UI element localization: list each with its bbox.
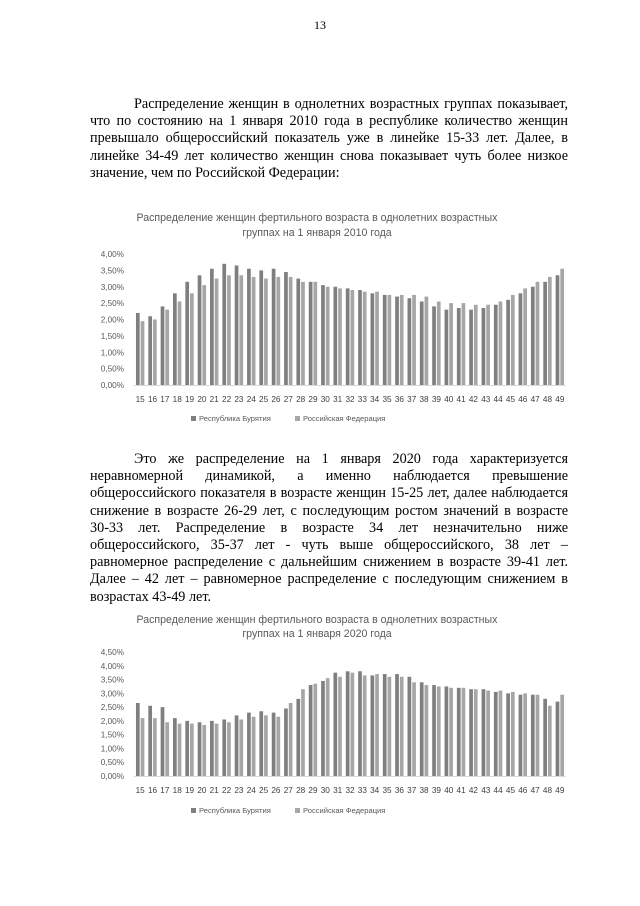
- x-tick-label: 15: [135, 786, 145, 795]
- x-tick-label: 43: [481, 395, 491, 404]
- x-tick-label: 42: [468, 786, 478, 795]
- bar-buryatia: [494, 692, 498, 776]
- x-tick-label: 49: [555, 395, 565, 404]
- bar-russia: [560, 269, 564, 385]
- x-tick-label: 48: [542, 786, 553, 795]
- bar-buryatia: [543, 282, 547, 385]
- y-tick-label: 3,50%: [100, 266, 124, 276]
- bar-russia: [486, 691, 490, 776]
- bar-russia: [499, 691, 503, 776]
- bar-buryatia: [148, 316, 152, 385]
- x-tick-label: 21: [209, 786, 219, 795]
- bar-buryatia: [519, 695, 523, 776]
- bar-russia: [412, 295, 416, 385]
- bar-buryatia: [284, 272, 288, 385]
- x-tick-label: 37: [407, 395, 417, 404]
- x-tick-label: 20: [197, 786, 207, 795]
- bar-buryatia: [259, 711, 263, 776]
- bar-russia: [499, 301, 503, 385]
- bar-buryatia: [383, 674, 387, 776]
- bar-russia: [165, 310, 169, 385]
- y-tick-label: 0,00%: [100, 381, 124, 390]
- bar-buryatia: [395, 297, 399, 385]
- bar-buryatia: [210, 269, 214, 385]
- bar-russia: [215, 279, 219, 385]
- bar-buryatia: [198, 275, 202, 385]
- bar-buryatia: [370, 675, 374, 776]
- x-tick-label: 30: [320, 395, 330, 404]
- bar-buryatia: [247, 713, 251, 776]
- bar-russia: [178, 724, 182, 776]
- y-tick-label: 3,00%: [100, 282, 124, 292]
- x-tick-label: 30: [320, 786, 330, 795]
- bar-buryatia: [556, 702, 560, 776]
- bar-buryatia: [321, 285, 325, 385]
- x-tick-label: 33: [357, 395, 367, 404]
- bar-russia: [239, 720, 243, 776]
- bar-russia: [474, 689, 478, 776]
- bar-buryatia: [370, 293, 374, 385]
- y-tick-label: 1,50%: [100, 331, 124, 341]
- x-tick-label: 39: [431, 786, 441, 795]
- bar-buryatia: [469, 689, 473, 776]
- bar-buryatia: [531, 695, 535, 776]
- x-tick-label: 24: [246, 395, 256, 404]
- chart-title-line-2: группах на 1 января 2010 года: [242, 227, 392, 239]
- y-tick-label: 0,50%: [100, 758, 124, 768]
- y-tick-label: 3,00%: [100, 689, 124, 699]
- bar-russia: [363, 675, 367, 776]
- bar-buryatia: [185, 282, 189, 385]
- x-tick-label: 31: [333, 395, 343, 404]
- bar-russia: [227, 722, 231, 776]
- x-tick-label: 41: [456, 786, 466, 795]
- bar-buryatia: [136, 703, 140, 776]
- bar-buryatia: [383, 295, 387, 385]
- x-tick-label: 26: [271, 395, 281, 404]
- bar-russia: [486, 305, 490, 385]
- x-tick-label: 27: [283, 395, 293, 404]
- bar-buryatia: [309, 685, 313, 776]
- y-tick-label: 1,00%: [100, 348, 124, 358]
- x-tick-label: 22: [222, 395, 232, 404]
- bar-buryatia: [358, 290, 362, 385]
- bar-buryatia: [272, 269, 276, 385]
- bar-russia: [141, 718, 145, 776]
- x-tick-label: 44: [493, 786, 503, 795]
- bar-buryatia: [148, 706, 152, 776]
- bar-buryatia: [519, 293, 523, 385]
- bar-russia: [375, 674, 379, 776]
- bar-russia: [227, 275, 231, 385]
- bar-russia: [202, 285, 206, 385]
- x-tick-label: 34: [370, 395, 380, 404]
- bar-buryatia: [161, 707, 165, 776]
- bar-russia: [425, 297, 429, 385]
- bar-buryatia: [185, 721, 189, 776]
- legend-label: Республика Бурятия: [199, 414, 271, 423]
- bar-russia: [165, 722, 169, 776]
- bar-russia: [313, 684, 317, 776]
- x-tick-label: 27: [283, 786, 293, 795]
- bar-buryatia: [198, 722, 202, 776]
- x-tick-label: 35: [382, 395, 392, 404]
- x-tick-label: 28: [296, 395, 306, 404]
- bar-russia: [326, 678, 330, 776]
- bar-buryatia: [346, 671, 350, 776]
- bar-russia: [462, 688, 466, 776]
- bar-russia: [363, 292, 367, 385]
- y-tick-label: 2,00%: [100, 716, 124, 726]
- bar-buryatia: [161, 306, 165, 385]
- x-tick-label: 47: [530, 395, 540, 404]
- bar-buryatia: [494, 305, 498, 385]
- chart-title-line-1: Распределение женщин фертильного возраста в однолетних возрастных: [136, 614, 498, 626]
- bar-buryatia: [482, 308, 486, 385]
- x-tick-label: 18: [172, 395, 182, 404]
- bar-russia: [276, 277, 280, 385]
- bar-buryatia: [556, 275, 560, 385]
- x-tick-label: 23: [234, 786, 244, 795]
- bar-russia: [178, 301, 182, 385]
- bar-buryatia: [173, 718, 177, 776]
- bar-russia: [449, 688, 453, 776]
- bar-buryatia: [506, 693, 510, 776]
- legend-swatch: [295, 416, 300, 421]
- bar-buryatia: [506, 300, 510, 385]
- paragraph-2010-intro: Распределение женщин в однолетних возрастных группах показывает, что по состоянию на 1 января 2010 года в республике количество женщин превышало общероссийский показатель уже в линейке 15-33 лет. Далее, в линейке 34-49 лет количество женщин снова показывает чуть более низкое значение, чем по Российской Федерации:: [90, 96, 568, 181]
- bar-russia: [375, 292, 379, 385]
- chart-2020: [90, 612, 568, 832]
- bar-buryatia: [296, 699, 300, 776]
- y-tick-label: 1,00%: [100, 744, 124, 754]
- x-tick-label: 38: [419, 395, 429, 404]
- bar-buryatia: [420, 301, 424, 385]
- x-tick-label: 34: [370, 786, 380, 795]
- bar-russia: [252, 717, 256, 776]
- bar-buryatia: [346, 288, 350, 385]
- x-tick-label: 16: [147, 395, 158, 404]
- bar-buryatia: [408, 298, 412, 385]
- page-number: 13: [314, 18, 326, 32]
- bar-russia: [437, 686, 441, 776]
- bar-russia: [388, 677, 392, 776]
- x-tick-label: 29: [308, 395, 318, 404]
- bar-russia: [511, 295, 515, 385]
- x-tick-label: 24: [246, 786, 256, 795]
- bar-buryatia: [531, 287, 535, 385]
- x-tick-label: 37: [407, 786, 417, 795]
- x-tick-label: 19: [184, 395, 195, 404]
- bar-russia: [437, 301, 441, 385]
- x-tick-label: 46: [518, 395, 528, 404]
- bar-buryatia: [469, 310, 473, 385]
- x-tick-label: 20: [197, 395, 207, 404]
- x-tick-label: 17: [160, 786, 170, 795]
- bar-russia: [523, 693, 527, 776]
- bar-russia: [153, 320, 157, 386]
- legend-swatch: [295, 808, 300, 813]
- x-tick-label: 33: [357, 786, 367, 795]
- bar-buryatia: [358, 671, 362, 776]
- x-tick-label: 22: [222, 786, 232, 795]
- x-tick-label: 40: [444, 786, 454, 795]
- bar-russia: [190, 724, 194, 776]
- bar-buryatia: [284, 708, 288, 776]
- x-tick-label: 43: [481, 786, 491, 795]
- bar-russia: [412, 682, 416, 776]
- bar-buryatia: [482, 689, 486, 776]
- bar-russia: [536, 695, 540, 776]
- x-tick-label: 32: [345, 395, 355, 404]
- x-tick-label: 42: [468, 395, 478, 404]
- bar-buryatia: [136, 313, 140, 385]
- paragraph-2020-intro: Это же распределение на 1 января 2020 года характеризуется неравномерной динамикой, а именно наблюдается превышение общероссийского показателя в возрасте женщин 15-25 лет, далее наблюдается снижение в возрасте 26-29 лет, с последующим ростом значений в возрасте 30-33 лет. Распределение в возрасте 34 лет незначительно ниже общероссийского, 35-37 лет - чуть выше общероссийского, 38 лет – равномерное распределение с дальнейшим снижением в возрасте 39-41 лет. Далее – 42 лет – равномерное распределение с последующим снижением в возрастах 43-49 лет.: [90, 451, 568, 605]
- x-tick-label: 31: [333, 786, 343, 795]
- x-tick-label: 29: [308, 786, 318, 795]
- bar-buryatia: [457, 688, 461, 776]
- bar-russia: [462, 303, 466, 385]
- bar-buryatia: [321, 681, 325, 776]
- bar-russia: [449, 303, 453, 385]
- bar-buryatia: [296, 279, 300, 385]
- x-tick-label: 48: [542, 395, 553, 404]
- x-tick-label: 15: [135, 395, 145, 404]
- chart-title-line-2: группах на 1 января 2020 года: [242, 628, 392, 640]
- bar-russia: [474, 305, 478, 385]
- x-tick-label: 46: [518, 786, 528, 795]
- bar-buryatia: [333, 287, 337, 385]
- y-tick-label: 1,50%: [100, 730, 124, 740]
- bar-buryatia: [259, 270, 263, 385]
- y-tick-label: 2,50%: [100, 703, 124, 713]
- x-tick-label: 25: [259, 786, 269, 795]
- bar-russia: [548, 706, 552, 776]
- bar-russia: [190, 293, 194, 385]
- x-tick-label: 47: [530, 786, 540, 795]
- legend-swatch: [191, 416, 196, 421]
- bar-russia: [264, 279, 268, 385]
- bar-buryatia: [457, 308, 461, 385]
- legend-swatch: [191, 808, 196, 813]
- bar-russia: [276, 717, 280, 776]
- bar-buryatia: [272, 713, 276, 776]
- legend-label: Российская Федерация: [303, 806, 386, 815]
- bar-buryatia: [173, 293, 177, 385]
- x-tick-label: 16: [147, 786, 158, 795]
- bar-russia: [400, 677, 404, 776]
- bar-russia: [523, 288, 527, 385]
- bar-russia: [511, 692, 515, 776]
- x-tick-label: 17: [160, 395, 170, 404]
- x-tick-label: 18: [172, 786, 182, 795]
- x-tick-label: 35: [382, 786, 392, 795]
- bar-russia: [301, 282, 305, 385]
- bar-russia: [350, 673, 354, 776]
- x-tick-label: 40: [444, 395, 454, 404]
- x-tick-label: 25: [259, 395, 269, 404]
- y-tick-label: 4,00%: [100, 661, 124, 671]
- bar-russia: [252, 277, 256, 385]
- bar-russia: [264, 715, 268, 776]
- bar-russia: [289, 277, 293, 385]
- bar-buryatia: [309, 282, 313, 385]
- bar-russia: [388, 295, 392, 385]
- x-tick-label: 49: [555, 786, 565, 795]
- bar-russia: [548, 277, 552, 385]
- chart-2-svg: [90, 612, 568, 832]
- bar-buryatia: [210, 721, 214, 776]
- legend-label: Российская Федерация: [303, 414, 386, 423]
- x-tick-label: 19: [184, 786, 195, 795]
- x-tick-label: 45: [505, 395, 516, 404]
- bar-buryatia: [432, 306, 436, 385]
- x-tick-label: 21: [209, 395, 219, 404]
- bar-russia: [350, 290, 354, 385]
- bar-buryatia: [222, 264, 226, 385]
- bar-buryatia: [235, 715, 239, 776]
- x-tick-label: 44: [493, 395, 503, 404]
- bar-buryatia: [408, 677, 412, 776]
- x-tick-label: 41: [456, 395, 466, 404]
- y-tick-label: 4,00%: [100, 250, 124, 259]
- chart-title-line-1: Распределение женщин фертильного возраста в однолетних возрастных: [136, 212, 498, 224]
- x-tick-label: 23: [234, 395, 244, 404]
- legend-label: Республика Бурятия: [199, 806, 271, 815]
- bar-russia: [239, 275, 243, 385]
- x-tick-label: 39: [431, 395, 441, 404]
- bar-russia: [215, 724, 219, 776]
- x-tick-label: 38: [419, 786, 429, 795]
- bar-buryatia: [445, 310, 449, 385]
- bar-russia: [202, 725, 206, 776]
- y-tick-label: 4,50%: [100, 648, 124, 657]
- bar-buryatia: [432, 685, 436, 776]
- chart-1-svg: [90, 208, 568, 438]
- y-tick-label: 2,00%: [100, 315, 124, 325]
- bar-buryatia: [543, 699, 547, 776]
- bar-russia: [153, 718, 157, 776]
- x-tick-label: 36: [394, 786, 404, 795]
- bar-buryatia: [222, 720, 226, 776]
- bar-buryatia: [333, 673, 337, 776]
- bar-russia: [338, 288, 342, 385]
- bar-russia: [326, 287, 330, 385]
- x-tick-label: 32: [345, 786, 355, 795]
- bar-russia: [400, 295, 404, 385]
- y-tick-label: 3,50%: [100, 675, 124, 685]
- y-tick-label: 2,50%: [100, 299, 124, 309]
- x-tick-label: 28: [296, 786, 306, 795]
- bar-russia: [425, 685, 429, 776]
- bar-russia: [313, 282, 317, 385]
- bar-russia: [141, 321, 145, 385]
- bar-buryatia: [247, 269, 251, 385]
- bar-russia: [536, 282, 540, 385]
- y-tick-label: 0,50%: [100, 364, 124, 374]
- x-tick-label: 26: [271, 786, 281, 795]
- bar-russia: [289, 703, 293, 776]
- bar-russia: [338, 677, 342, 776]
- bar-buryatia: [395, 674, 399, 776]
- bar-buryatia: [235, 265, 239, 385]
- x-tick-label: 36: [394, 395, 404, 404]
- bar-buryatia: [445, 686, 449, 776]
- bar-russia: [560, 695, 564, 776]
- chart-2010: [90, 208, 568, 438]
- bar-russia: [301, 689, 305, 776]
- y-tick-label: 0,00%: [100, 772, 124, 781]
- bar-buryatia: [420, 682, 424, 776]
- x-tick-label: 45: [505, 786, 516, 795]
